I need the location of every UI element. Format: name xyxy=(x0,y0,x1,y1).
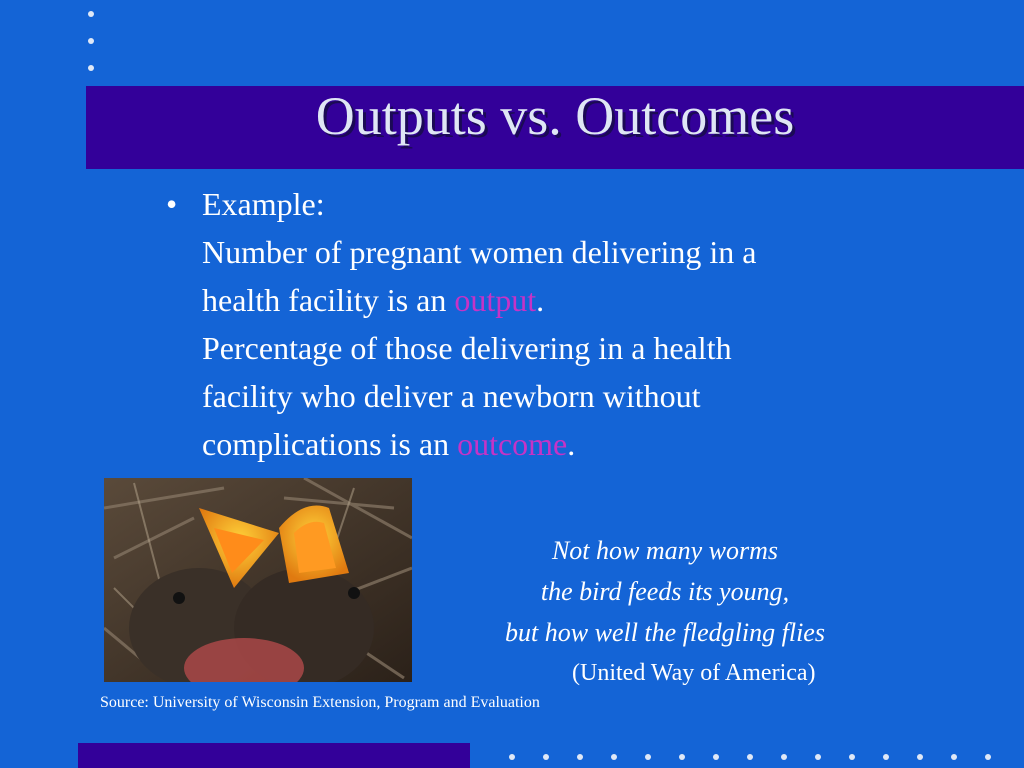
dot xyxy=(883,754,889,760)
body-line-2-suffix: . xyxy=(536,282,545,318)
dot xyxy=(88,38,94,44)
baby-birds-illustration xyxy=(104,478,412,682)
dot xyxy=(577,754,583,760)
body-line-4: facility who deliver a newborn without xyxy=(202,378,701,414)
slide-body xyxy=(160,180,920,468)
body-line-2-prefix: health facility is an xyxy=(202,282,455,318)
baby-birds-photo xyxy=(104,478,412,682)
dot xyxy=(88,65,94,71)
dot xyxy=(781,754,787,760)
bullet-item xyxy=(160,180,920,468)
quote-credit: (United Way of America) xyxy=(572,660,816,686)
dot xyxy=(747,754,753,760)
dot xyxy=(985,754,991,760)
quote-line-2: the bird feeds its young, xyxy=(540,577,790,606)
title-band xyxy=(86,86,1024,169)
quote-line-1: Not how many worms xyxy=(551,536,779,565)
source-citation: Source: University of Wisconsin Extension, Program and Evaluation xyxy=(100,694,540,711)
body-line-5 xyxy=(202,420,920,468)
body-line-5-suffix: . xyxy=(567,426,576,462)
quote-line-3: but how well the fledgling flies xyxy=(505,618,825,647)
dot xyxy=(849,754,855,760)
body-line-1: Number of pregnant women delivering in a xyxy=(202,234,757,270)
slide-title: Outputs vs. Outcomes xyxy=(315,86,795,146)
dot xyxy=(815,754,821,760)
dot xyxy=(713,754,719,760)
outcome-highlight: outcome xyxy=(457,426,568,462)
body-line-2 xyxy=(202,276,920,324)
example-label: Example: xyxy=(202,186,325,222)
body-line-3: Percentage of those delivering in a health xyxy=(202,330,732,366)
dot xyxy=(88,11,94,17)
bottom-band xyxy=(78,743,470,768)
dot xyxy=(543,754,549,760)
dot xyxy=(645,754,651,760)
body-line-5-prefix: complications is an xyxy=(202,426,458,462)
bullet-icon: • xyxy=(166,186,178,222)
quote-block xyxy=(430,530,900,653)
output-highlight: output xyxy=(454,282,537,318)
dot xyxy=(679,754,685,760)
dot xyxy=(509,754,515,760)
dot xyxy=(917,754,923,760)
dot xyxy=(611,754,617,760)
dot xyxy=(951,754,957,760)
